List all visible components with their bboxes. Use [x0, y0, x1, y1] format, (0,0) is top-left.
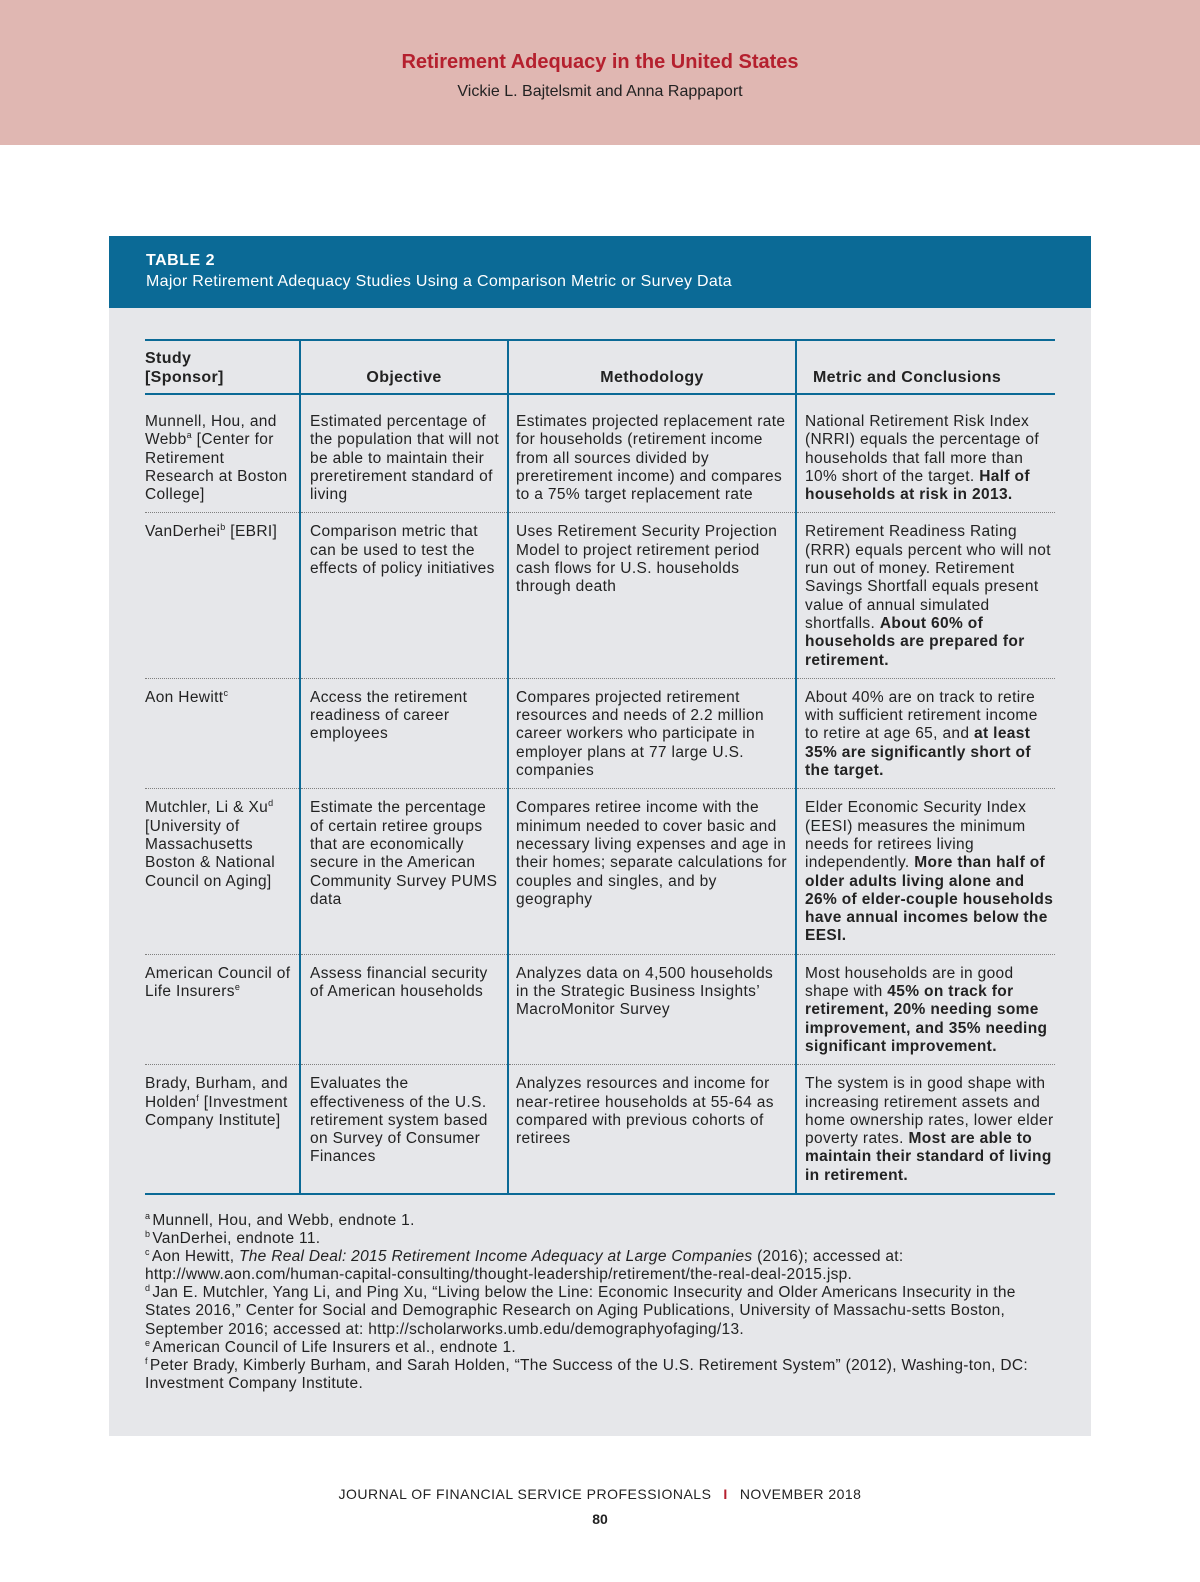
top-banner	[0, 0, 1200, 145]
table-header-bar	[109, 236, 1091, 308]
table-row	[145, 789, 1055, 954]
document-title: Retirement Adequacy in the United States	[401, 51, 799, 73]
objective-cell: Estimated percentage of the population that will not be able to maintain their preretirement standard of living	[300, 394, 508, 513]
table-caption: Major Retirement Adequacy Studies Using a Comparison Metric or Survey Data	[146, 273, 732, 290]
page-footer	[0, 1486, 1200, 1502]
footnote: $^b$ VanDerhei, endnote 11.	[145, 1228, 321, 1248]
methodology-cell: Compares projected retirement resources and needs of 2.2 million career workers who participate in employer plans at 77 large U.S. companies	[508, 678, 796, 788]
study-cell: Munnell, Hou, and Webb$^a$ [Center for Retirement Research at Boston College]	[145, 413, 288, 504]
journal-name: JOURNAL OF FINANCIAL SERVICE PROFESSIONALS	[338, 1486, 712, 1502]
page-number: 80	[592, 1511, 608, 1527]
methodology-cell: Analyzes data on 4,500 households in the Strategic Business Insights’ MacroMonitor Survey	[508, 954, 796, 1064]
footnote: $^c$ Aon Hewitt, The Real Deal: 2015 Retirement Income Adequacy at Large Companies (2016); accessed at: http://www.aon.com/human-capital-consulting/thought-leadership/retirement/the-real-deal-2015.jsp.	[145, 1247, 904, 1284]
table-panel	[109, 236, 1091, 1436]
metric-cell: About 40% are on track to retire with sufficient retirement income to retire at age 65, and at least 35% are significantly short of the target.	[796, 678, 1055, 788]
column-header-objective: Objective	[300, 340, 508, 394]
footer-separator: I	[723, 1486, 728, 1502]
table-header-row	[145, 340, 1055, 394]
studies-table	[145, 339, 1055, 1195]
methodology-cell: Compares retiree income with the minimum needed to cover basic and necessary living expenses and age in their homes; separate calculations for couples and singles, and by geography	[508, 789, 796, 954]
objective-cell: Evaluates the effectiveness of the U.S. retirement system based on Survey of Consumer Finances	[300, 1065, 508, 1194]
study-cell: Brady, Burham, and Holden$^f$ [Investment Company Institute]	[145, 1075, 288, 1129]
column-header-methodology: Methodology	[508, 340, 796, 394]
study-cell: Aon Hewitt$^c$	[145, 687, 229, 706]
metric-cell: Retirement Readiness Rating (RRR) equals percent who will not run out of money. Retirement Savings Shortfall equals present value of annual simulated shortfalls. About 60% of households are prepared for retirement.	[796, 513, 1055, 678]
table-row	[145, 954, 1055, 1064]
metric-cell: Most households are in good shape with 45% on track for retirement, 20% needing some improvement, and 35% needing significant improvement.	[796, 954, 1055, 1064]
study-cell: Mutchler, Li & Xu$^d$ [University of Massachusetts Boston & National Council on Aging]	[145, 798, 276, 890]
document-authors: Vickie L. Bajtelsmit and Anna Rappaport	[457, 83, 743, 100]
table-row	[145, 394, 1055, 513]
metric-cell: National Retirement Risk Index (NRRI) equals the percentage of households that fall more than 10% short of the target. Half of households at risk in 2013.	[796, 394, 1055, 513]
methodology-cell: Estimates projected replacement rate for households (retirement income from all sources divided by preretirement income) and compares to a 75% target replacement rate	[508, 394, 796, 513]
table-row	[145, 678, 1055, 788]
footnote: $^f$ Peter Brady, Kimberly Burham, and Sarah Holden, “The Success of the U.S. Retirement System” (2012), Washing-ton, DC: Investment Company Institute.	[145, 1355, 1028, 1392]
objective-cell: Assess financial security of American households	[300, 954, 508, 1064]
metric-cell: Elder Economic Security Index (EESI) measures the minimum needs for retirees living independently. More than half of older adults living alone and 26% of elder-couple households have annual incomes below the EESI.	[796, 789, 1055, 954]
objective-cell: Access the retirement readiness of career employees	[300, 678, 508, 788]
issue-date: NOVEMBER 2018	[739, 1486, 862, 1502]
table-row	[145, 1065, 1055, 1194]
methodology-cell: Uses Retirement Security Projection Model to project retirement period cash flows for U.S. households through death	[508, 513, 796, 678]
metric-cell: The system is in good shape with increasing retirement assets and home ownership rates, lower elder poverty rates. Most are able to maintain their standard of living in retirement.	[796, 1065, 1055, 1194]
column-header-metric: Metric and Conclusions	[796, 340, 1055, 394]
footnote: $^a$ Munnell, Hou, and Webb, endnote 1.	[145, 1210, 415, 1229]
footnotes	[145, 1212, 1055, 1393]
objective-cell: Estimate the percentage of certain retiree groups that are economically secure in the American Community Survey PUMS data	[300, 789, 508, 954]
study-cell: VanDerhei$^b$ [EBRI]	[145, 522, 278, 541]
footnote: $^d$ Jan E. Mutchler, Yang Li, and Ping Xu, “Living below the Line: Economic Insecurity and Older Americans Insecurity in the States 2016,” Center for Social and Demographic Research on Aging Publications, University of Massachu-setts Boston, September 2016; accessed at: http://scholarworks.umb.edu/demographyofaging/13.	[145, 1283, 1016, 1338]
objective-cell: Comparison metric that can be used to test the effects of policy initiatives	[300, 513, 508, 678]
study-cell: American Council of Life Insurers$^e$	[145, 964, 291, 1001]
methodology-cell: Analyzes resources and income for near-retiree households at 55-64 as compared with previous cohorts of retirees	[508, 1065, 796, 1194]
table-row	[145, 513, 1055, 678]
footnote: $^e$ American Council of Life Insurers et al., endnote 1.	[145, 1337, 516, 1356]
table-label: TABLE 2	[146, 252, 215, 269]
column-header-study: Study [Sponsor]	[145, 350, 224, 386]
